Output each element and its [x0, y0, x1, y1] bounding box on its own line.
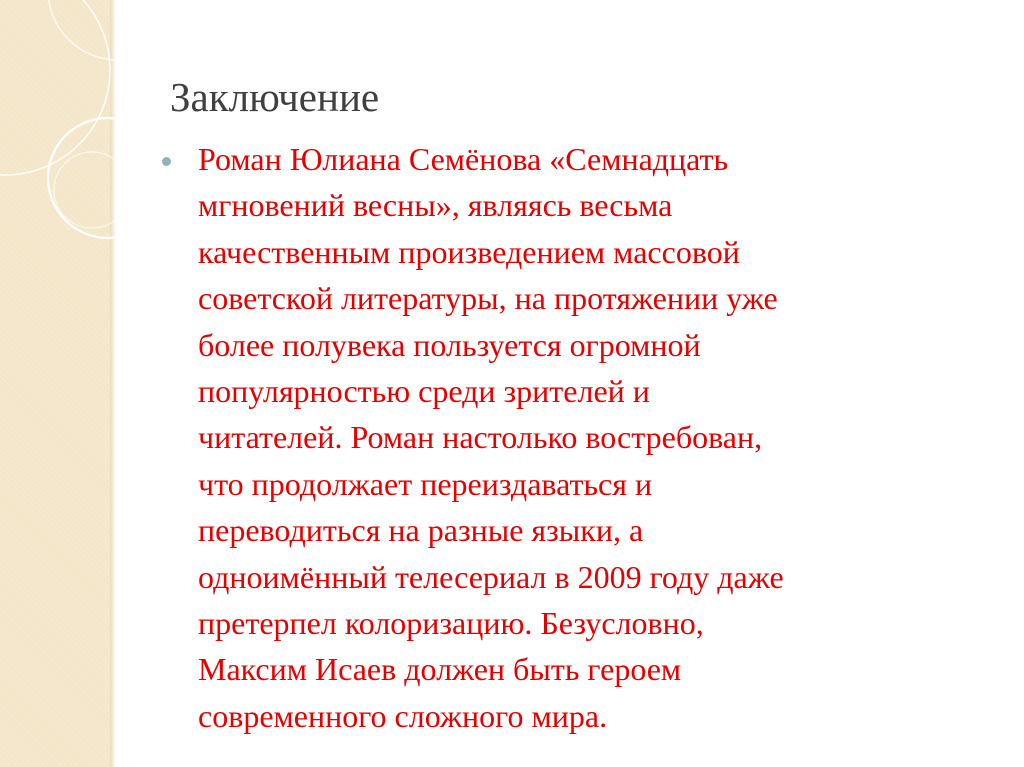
body-line: популярностью среди зрителей и — [198, 372, 650, 409]
body-line: мгновений весны», являясь весьма — [198, 187, 673, 224]
body-line: советской литературы, на протяжении уже — [198, 280, 778, 317]
decorative-circle-small — [48, 0, 188, 60]
decorative-circle-inner — [54, 152, 130, 228]
slide-body-text — [198, 136, 1018, 739]
body-line: современного сложного мира. — [198, 697, 608, 734]
slide-title: Заключение — [170, 74, 380, 120]
body-line: претерпел колоризацию. Безусловно, — [198, 604, 704, 641]
body-line: более полувека пользуется огромной — [198, 326, 701, 363]
decorative-circle-medium — [48, 118, 168, 238]
body-line: качественным произведением массовой — [198, 233, 740, 270]
body-line: Роман Юлиана Семёнова «Семнадцать — [198, 141, 729, 177]
body-line: одноимённый телесериал в 2009 году даже — [198, 558, 784, 595]
bullet-dot-icon — [162, 157, 171, 166]
body-line: читателей. Роман настолько востребован, — [198, 419, 763, 456]
body-line: Максим Исаев должен быть героем — [198, 651, 682, 688]
body-line: что продолжает переиздаваться и — [198, 465, 653, 502]
body-line: переводиться на разные языки, а — [198, 512, 644, 549]
